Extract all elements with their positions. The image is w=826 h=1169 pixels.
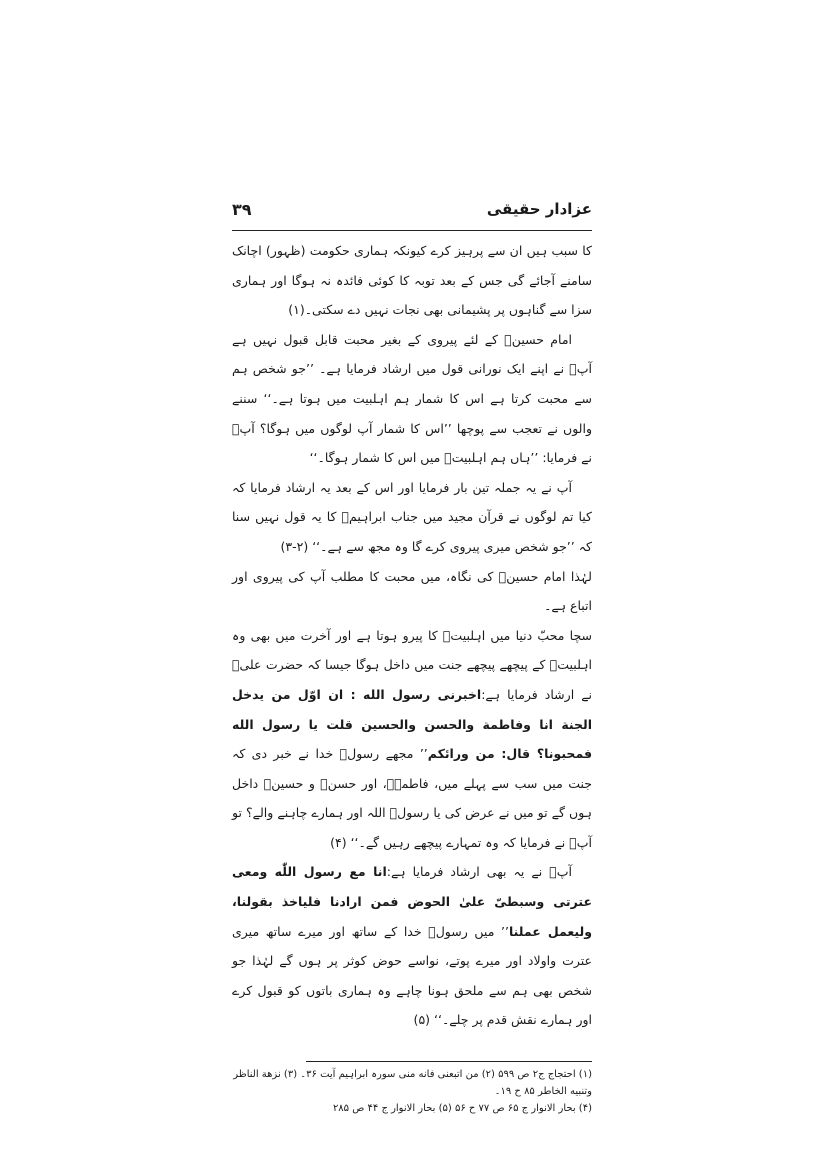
- paragraph-2: امام حسینؑ کے لئے پیروی کے بغیر محبت قابل قبول نہیں ہے آپؑ نے اپنے ایک نورانی قول میں ارشاد فرمایا ہے۔ ’’جو شخص ہم سے محبت کرتا ہے اس کا شمار ہم اہلبیت میں ہوتا ہے۔‘‘ سننے والوں نے تعجب سے پوچھا ’’اس کا شمار آپ لوگوں میں ہوگا؟ آپؑ نے فرمایا: ’’ہاں ہم اہلبیتؑ میں اس کا شمار ہوگا۔‘‘: [232, 331, 592, 466]
- running-title: عزادار حقیقی: [486, 200, 592, 218]
- main-text: [232, 236, 592, 1035]
- paragraph-6-translation: ’’ میں رسولؐ خدا کے ساتھ اور میرے ساتھ میری عترت واولاد اور میرے پوتے، نواسے حوض کوثر پر ہوں گے لہٰذا جو شخص بھی ہم سے ملحق ہونا چاہے وہ ہماری باتوں کو قبول کرے اور ہمارے نقش قدم پر چلے۔‘‘ (۵): [232, 923, 592, 1028]
- paragraph-5-intro: سچا محبّ دنیا میں اہلبیتؑ کا پیرو ہوتا ہے اور آخرت میں بھی وہ اہلبیتؑ کے پیچھے پیچھے جنت میں داخل ہوگا جیسا کہ حضرت علیؑ نے ارشاد فرمایا ہے:: [232, 627, 593, 702]
- paragraph-3: آپ نے یہ جملہ تین بار فرمایا اور اس کے بعد یہ ارشاد فرمایا کہ کیا تم لوگوں نے قرآن مجید میں جناب ابراہیمؑ کا یہ قول نہیں سنا کہ ’’جو شخص میری پیروی کرے گا وہ مجھ سے ہے۔‘‘ (۲-۳): [232, 479, 592, 554]
- page-number: ۳۹: [232, 200, 252, 219]
- footnotes: [232, 1066, 592, 1117]
- footnote-line-2: (۴) بحار الانوار ج ۶۵ ص ۷۷ ح ۵۶ (۵) بحار الانوار ج ۴۴ ص ۲۸۵: [332, 1103, 592, 1114]
- hadith-arabic-1: اخبرنی رسول الله : ان اوّل من یدخل الجنة انا وفاطمة والحسن والحسین قلت یا رسول الله فمحبونا؟ قال: من ورائکم: [232, 686, 593, 762]
- footnote-line-1: (۱) احتجاج ج۲ ص ۵۹۹ (۲) من اتبعنی فانه منی سورہ ابراہیم آیت ۳۶۔ (۳) نزهة الناظر وتنبیه الخاطر ۸۵ ح ۱۹۔: [233, 1069, 592, 1097]
- footnote-rule: [306, 1061, 592, 1062]
- paragraph-5-translation: ’’ مجھے رسولؐ خدا نے خبر دی کہ جنت میں سب سے پہلے میں، فاطمہؑ، اور حسنؑ و حسینؑ داخل ہوں گے تو میں نے عرض کی یا رسولؐ اللہ اور ہمارے چاہنے والے؟ تو آپؐ نے فرمایا کہ وہ تمہارے پیچھے رہیں گے۔‘‘ (۴): [232, 746, 592, 850]
- hadith-arabic-2: انا مع رسول اللّٰه ومعی عترتی وسبطیّ علیٰ الحوض فمن ارادنا فلیاخذ بقولنا، ولیعمل عملنا: [232, 864, 592, 939]
- paragraph-6: [232, 857, 592, 1035]
- header-rule: [232, 230, 592, 231]
- paragraph-5: [232, 621, 592, 858]
- paragraph-6-intro: آپؑ نے یہ بھی ارشاد فرمایا ہے:: [386, 864, 572, 880]
- paragraph-4: لہٰذا امام حسینؑ کی نگاہ، میں محبت کا مطلب آپ کی پیروی اور اتباع ہے۔: [232, 568, 592, 614]
- page-header: [232, 200, 592, 226]
- paragraph-1: کا سبب ہیں ان سے پرہیز کرے کیونکہ ہماری حکومت (ظہور) اچانک سامنے آجائے گی جس کے بعد توبہ کا کوئی فائدہ نہ ہوگا اور ہماری سزا سے گناہوں پر پشیمانی بھی نجات نہیں دے سکتی۔(۱): [232, 243, 592, 318]
